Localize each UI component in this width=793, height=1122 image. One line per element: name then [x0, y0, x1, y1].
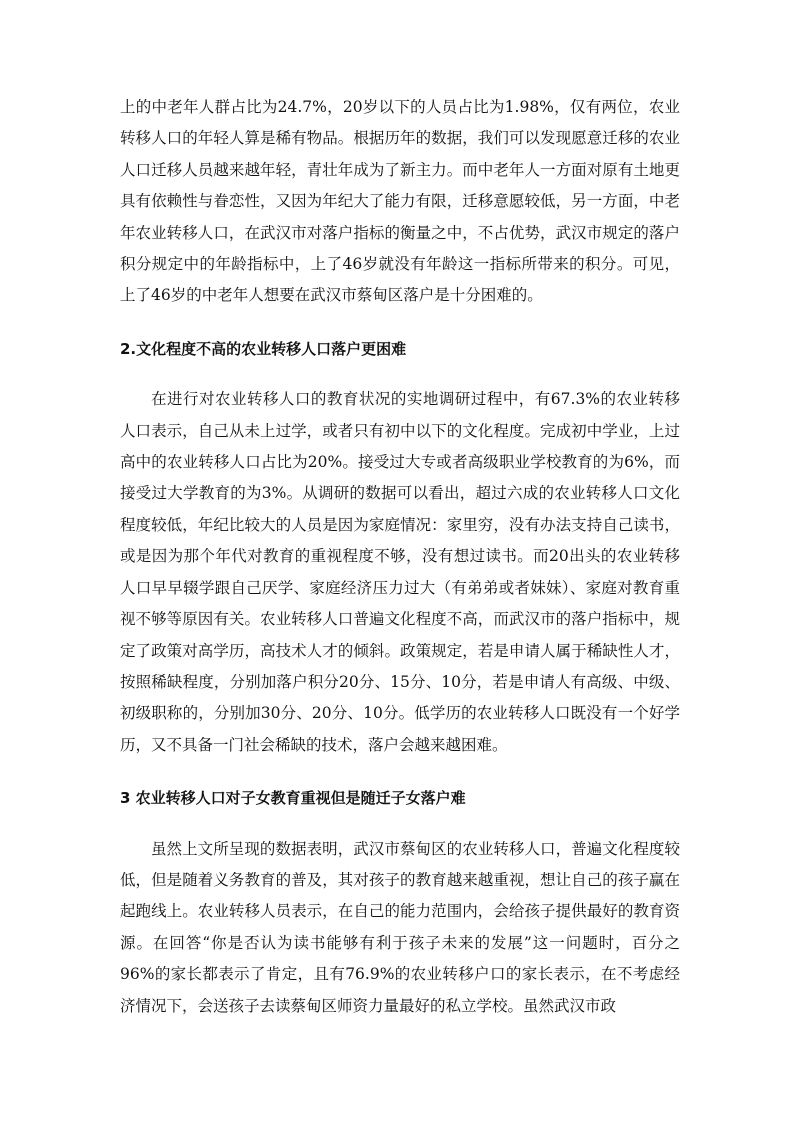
body-paragraph-age: 上的中老年人群占比为24.7%，20岁以下的人员占比为1.98%，仅有两位，农业转移人口的年轻人算是稀有物品。根据历年的数据，我们可以发现愿意迁移的农业人口迁移人员越来越年轻，青壮年成为了新主力。而中老年人一方面对原有土地更具有依赖性与眷恋性，又因为年纪大了能力有限，迁移意愿较低，另一方面，中老年农业转移人口，在武汉市对落户指标的衡量之中，不占优势，武汉市规定的落户积分规定中的年龄指标中，上了46岁就没有年龄这一指标所带来的积分。可见，上了46岁的中老年人想要在武汉市蔡甸区落户是十分困难的。 — [120, 98, 680, 305]
section-heading-children-education: 3 农业转移人口对子女教育重视但是随迁子女落户难 — [120, 789, 466, 808]
document-page — [120, 92, 680, 1022]
section-heading-education-level: 2.文化程度不高的农业转移人口落户更困难 — [120, 339, 407, 358]
body-paragraph-children: 虽然上文所呈现的数据表明，武汉市蔡甸区的农业转移人口，普遍文化程度较低，但是随着义务教育的普及，其对孩子的教育越来越重视，想让自己的孩子赢在起跑线上。农业转移人员表示，在自己的能力范围内，会给孩子提供最好的教育资源。在回答“你是否认为读书能够有利于孩子未来的发展”这一问题时，百分之96%的家长都表示了肯定，且有76.9%的农业转移户口的家长表示，在不考虑经济情况下，会送孩子去读蔡甸区师资力量最好的私立学校。虽然武汉市政 — [120, 839, 680, 1015]
body-paragraph-education: 在进行对农业转移人口的教育状况的实地调研过程中，有67.3%的农业转移人口表示，自己从未上过学，或者只有初中以下的文化程度。完成初中学业，上过高中的农业转移人口占比为20%。接受过大专或者高级职业学校教育的为6%，而接受过大学教育的为3%。从调研的数据可以看出，超过六成的农业转移人口文化程度较低，年纪比较大的人员是因为家庭情况：家里穷，没有办法支持自己读书，或是因为那个年代对教育的重视程度不够，没有想过读书。而20出头的农业转移人口早早辍学跟自己厌学、家庭经济压力过大（有弟弟或者妹妹）、家庭对教育重视不够等原因有关。农业转移人口普遍文化程度不高，而武汉市的落户指标中，规定了政策对高学历，高技术人才的倾斜。政策规定，若是申请人属于稀缺性人才，按照稀缺程度，分别加落户积分20分、15分、10分，若是申请人有高级、中级、初级职称的，分别加30分、20分、10分。低学历的农业转移人口既没有一个好学历，又不具备一门社会稀缺的技术，落户会越来越困难。 — [120, 390, 680, 754]
